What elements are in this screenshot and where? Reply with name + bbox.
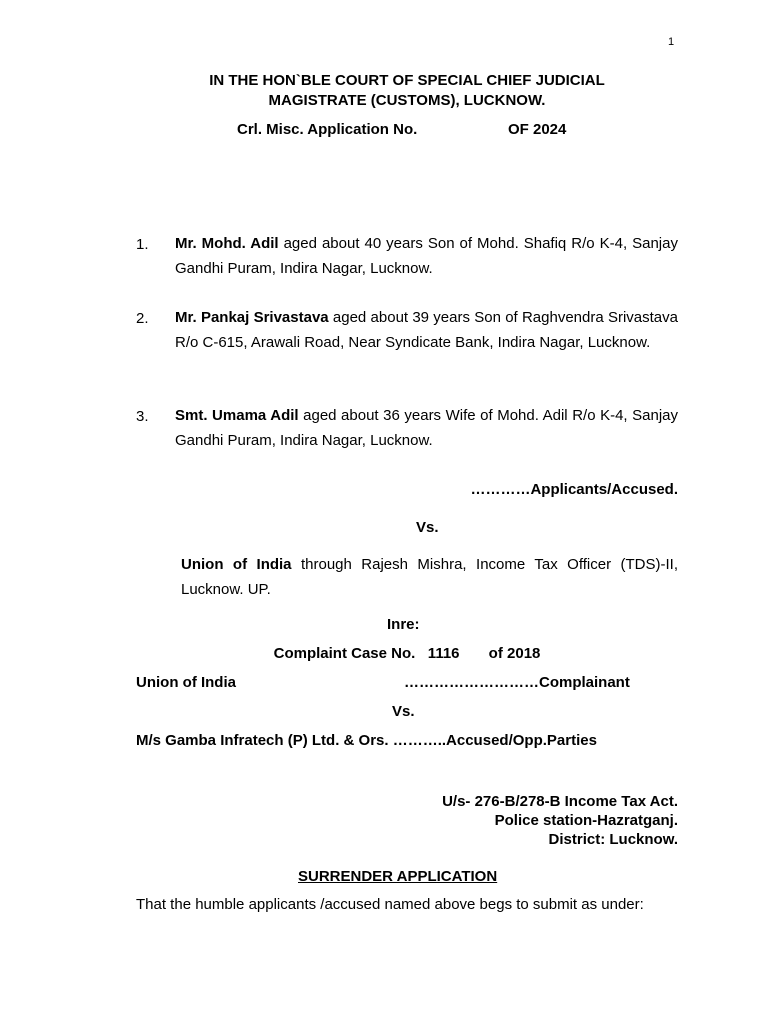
applicant-3-paragraph <box>175 404 678 453</box>
applicant-2-paragraph <box>175 306 678 355</box>
section-act: U/s- 276-B/278-B Income Tax Act. <box>442 793 678 810</box>
respondent-details: through Rajesh Mishra, Income Tax Officer (TDS)-II, Lucknow. UP. <box>181 556 679 598</box>
applicant-1-paragraph <box>175 232 678 281</box>
page-number: 1 <box>668 36 675 48</box>
applicant-1-details: aged about 40 years Son of Mohd. Shafiq R/o K-4, Sanjay Gandhi Puram, Indira Nagar, Lucknow. <box>175 235 678 277</box>
application-label: Crl. Misc. Application No. <box>237 121 418 138</box>
applicant-3-name: Smt. Umama Adil <box>175 407 299 424</box>
applicants-accused-label: …………Applicants/Accused. <box>470 481 678 498</box>
applicant-1-number: 1. <box>136 236 149 253</box>
versus-label-1: Vs. <box>416 519 439 536</box>
respondent-paragraph <box>181 553 678 602</box>
respondent-name: Union of India <box>181 556 292 573</box>
accused-parties-line: M/s Gamba Infratech (P) Ltd. & Ors. ………..Accused/Opp.Parties <box>136 732 597 749</box>
inre-label: Inre: <box>387 616 420 633</box>
applicant-2-number: 2. <box>136 310 149 327</box>
applicant-3-number: 3. <box>136 408 149 425</box>
applicant-3-details: aged about 36 years Wife of Mohd. Adil R/o K-4, Sanjay Gandhi Puram, Indira Nagar, Lucknow. <box>175 407 679 449</box>
application-year: OF 2024 <box>508 121 567 138</box>
complainant-name: Union of India <box>136 674 236 691</box>
court-title-line-1: IN THE HON`BLE COURT OF SPECIAL CHIEF JUDICIAL <box>209 72 605 89</box>
court-title-line-2: MAGISTRATE (CUSTOMS), LUCKNOW. <box>268 92 546 109</box>
surrender-application-heading: SURRENDER APPLICATION <box>298 868 498 885</box>
applicant-2-details: aged about 39 years Son of Raghvendra Srivastava R/o C-615, Arawali Road, Near Syndicate Bank, Indira Nagar, Lucknow. <box>175 309 678 351</box>
district: District: Lucknow. <box>548 831 678 848</box>
applicant-2-name: Mr. Pankaj Srivastava <box>175 309 329 326</box>
complainant-label: ………………………Complainant <box>404 674 630 691</box>
complaint-case-line: Complaint Case No. 1116 of 2018 <box>273 645 541 662</box>
intro-paragraph: That the humble applicants /accused named above begs to submit as under: <box>136 896 644 913</box>
versus-label-2: Vs. <box>392 703 415 720</box>
police-station: Police station-Hazratganj. <box>494 812 678 829</box>
applicant-1-name: Mr. Mohd. Adil <box>175 235 279 252</box>
